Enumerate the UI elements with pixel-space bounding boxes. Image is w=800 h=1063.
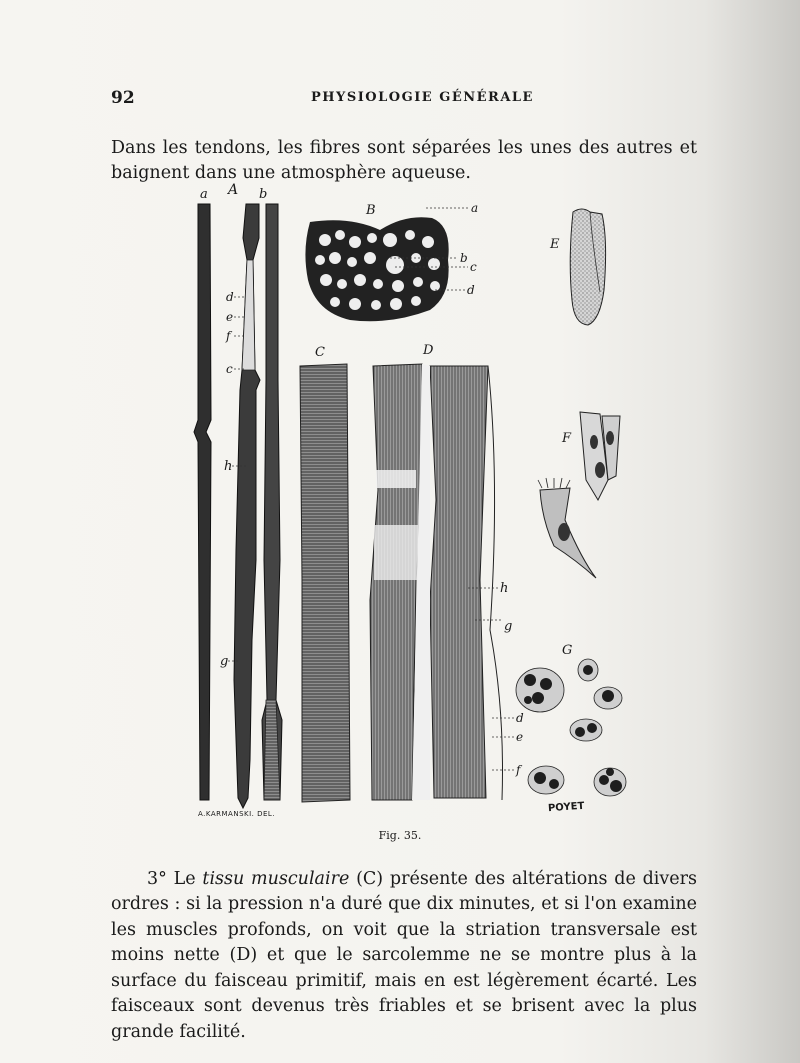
label-d-a: d: [226, 290, 234, 304]
label-b-top: b: [259, 187, 268, 202]
label-h-d: h: [500, 581, 509, 596]
label-h-a: h: [224, 459, 233, 474]
fibre-a: [194, 204, 211, 800]
figure-35-illustration: [190, 180, 630, 825]
page-header: [111, 88, 688, 110]
panel-a-fibres: [194, 182, 282, 808]
panel-e-cell: [549, 209, 606, 325]
label-B: B: [366, 203, 376, 218]
label-a-b: a: [471, 201, 479, 215]
label-g-d: g: [504, 619, 513, 634]
italic-term: tissu musculaire: [202, 868, 350, 889]
panel-g-cells: [516, 643, 626, 796]
label-c-b: c: [470, 260, 477, 274]
running-title: PHYSIOLOGIE GÉNÉRALE: [311, 90, 534, 105]
paragraph-intro: Dans les tendons, les fibres sont séparées les unes des autres et baignent dans une atmosphère aqueuse.: [111, 137, 697, 184]
label-f-d: f: [516, 763, 521, 777]
paragraph-body: (C) présente des altérations de divers ordres : si la pression n'a duré que dix minutes, et si l'on examine les muscles profonds, on voit que la striation transversale est moins nette (D) et que le sarcolemme ne se montre plus à la surface du faisceau primitif, mais en est légèrement écarté. Les faisceaux sont devenus très friables et se brisent avec la plus grande facilité.: [111, 868, 697, 1043]
page-number: 92: [111, 88, 135, 108]
label-d-b: d: [467, 283, 475, 297]
label-E: E: [550, 237, 560, 252]
label-D: D: [423, 343, 434, 358]
panel-c-striated-fibre: [300, 345, 350, 802]
label-A: A: [228, 182, 239, 198]
label-G: G: [562, 643, 573, 658]
label-g-a: g: [220, 654, 229, 669]
label-F: F: [562, 431, 572, 446]
label-a: a: [200, 187, 208, 202]
label-d-d: d: [516, 711, 524, 725]
paragraph-lead: 3° Le: [147, 868, 203, 889]
figure-credit: A.KARMANSKI. DEL.: [198, 810, 276, 818]
panel-f-cells: [538, 412, 620, 578]
engraver-signature: POYET: [547, 800, 585, 815]
label-e-a: e: [226, 310, 234, 324]
paragraph-muscle-tissue: [111, 867, 697, 1046]
panel-b-cross-section: [305, 201, 478, 321]
label-f-a: f: [226, 329, 231, 343]
figure-caption: Fig. 35.: [378, 829, 422, 842]
label-e-d: e: [516, 730, 524, 744]
label-c-a: c: [226, 362, 233, 376]
panel-d-altered-fibres: [370, 343, 524, 800]
label-C: C: [315, 345, 325, 360]
label-b-b: b: [460, 251, 468, 265]
